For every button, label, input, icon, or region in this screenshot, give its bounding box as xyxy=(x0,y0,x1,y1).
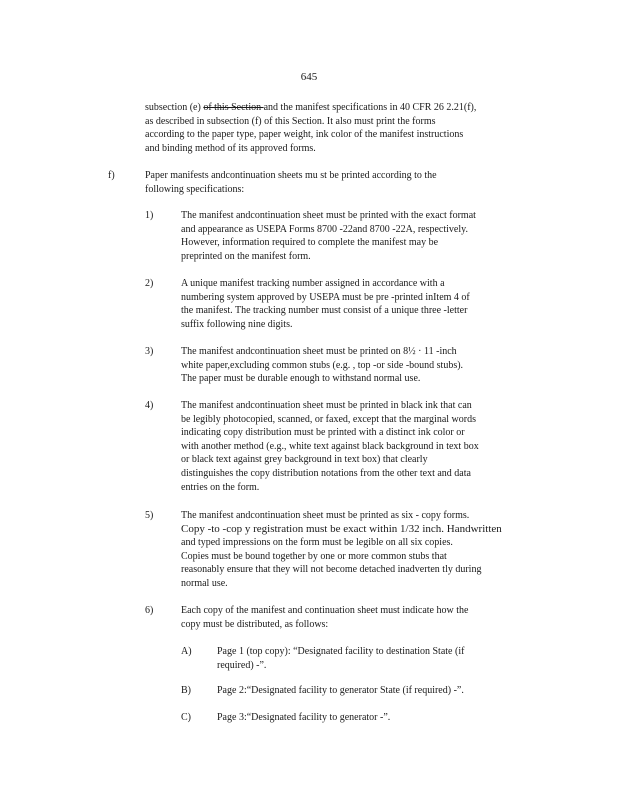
intro-paragraph xyxy=(145,101,476,155)
item-line: preprinted on the manifest form. xyxy=(181,250,311,262)
item-line: and typed impressions on the form must be legible on all six copies. xyxy=(181,537,453,549)
item-paragraph xyxy=(181,277,470,331)
item-line: Each copy of the manifest and continuation sheet must indicate how the xyxy=(181,605,469,616)
item-line: entries on the form. xyxy=(181,481,260,493)
subitem-line: Page 3:“Designated facility to generator -”. xyxy=(217,712,391,723)
page-number: 645 xyxy=(300,71,318,83)
item-line: Copy -to -cop y registration must be exact within 1/32 inch. Handwritten xyxy=(181,522,502,535)
subitem-line: required) -”. xyxy=(217,659,267,671)
item-line: white paper,excluding common stubs (e.g. , top -or side -bound stubs). xyxy=(181,359,464,371)
item-line: The paper must be durable enough to withstand normal use. xyxy=(181,373,421,385)
item-line: indicating copy distribution must be printed with a distinct ink color or xyxy=(181,427,465,439)
item-line: However, information required to complete the manifest may be xyxy=(181,237,439,249)
item-paragraph xyxy=(181,399,479,494)
item-line: The manifest andcontinuation sheet must be printed with the exact format xyxy=(181,210,476,221)
subitem-paragraph xyxy=(217,684,464,698)
intro-text: and the manifest specifications in 40 CFR 26 2.21(f), xyxy=(263,102,477,113)
item-paragraph xyxy=(181,509,502,591)
item-line: the manifest. The tracking number must consist of a unique three -letter xyxy=(181,305,468,317)
item-paragraph xyxy=(181,604,468,631)
struck-text: of this Section xyxy=(203,102,264,113)
item-line: distinguishes the copy distribution notations from the other text and data xyxy=(181,467,471,479)
subitem-label: B) xyxy=(181,685,191,696)
item-label: 6) xyxy=(145,605,154,616)
item-line: Copies must be bound together by one or more common stubs that xyxy=(181,550,447,562)
item-line: The manifest andcontinuation sheet must be printed in black ink that can xyxy=(181,400,472,411)
item-line: or black text against grey background in text box) that clearly xyxy=(181,454,428,466)
intro-text: subsection (e) xyxy=(145,102,204,113)
item-line: and appearance as USEPA Forms 8700 -22and 8700 -22A, respectively. xyxy=(181,223,468,235)
item-paragraph xyxy=(181,345,463,386)
item-label: 4) xyxy=(145,400,154,411)
item-label: 2) xyxy=(145,278,154,289)
subitem-line: Page 2:“Designated facility to generator State (if required) -”. xyxy=(217,685,464,696)
subitem-label: C) xyxy=(181,712,191,723)
intro-line xyxy=(145,101,476,115)
intro-line: and binding method of its approved forms. xyxy=(145,142,316,154)
item-label: 1) xyxy=(145,210,154,221)
section-f-line: following specifications: xyxy=(145,183,245,195)
item-line: normal use. xyxy=(181,577,228,589)
item-line: copy must be distributed, as follows: xyxy=(181,618,329,630)
item-label: 5) xyxy=(145,510,154,521)
item-line: A unique manifest tracking number assigned in accordance with a xyxy=(181,278,445,289)
intro-line: according to the paper type, paper weight, ink color of the manifest instructions xyxy=(145,129,464,141)
subitem-paragraph xyxy=(217,645,464,672)
item-line: with another method (e.g., white text against black background in text box xyxy=(181,440,479,452)
item-paragraph xyxy=(181,209,476,263)
section-f-label: f) xyxy=(108,170,115,181)
item-line: The manifest andcontinuation sheet must be printed on 8½ · 11 -inch xyxy=(181,346,457,357)
item-label: 3) xyxy=(145,346,154,357)
item-line: suffix following nine digits. xyxy=(181,318,293,330)
section-f-paragraph xyxy=(145,169,437,196)
subitem-line: Page 1 (top copy): “Designated facility to destination State (if xyxy=(217,646,465,657)
item-line: reasonably ensure that they will not become detached inadverten tly during xyxy=(181,564,482,576)
item-line: The manifest andcontinuation sheet must be printed as six - copy forms. xyxy=(181,510,470,521)
item-line: be legibly photocopied, scanned, or faxed, except that the marginal words xyxy=(181,413,476,425)
subitem-paragraph xyxy=(217,711,390,725)
section-f-line: Paper manifests andcontinuation sheets mu st be printed according to the xyxy=(145,170,437,181)
intro-line: as described in subsection (f) of this Section. It also must print the forms xyxy=(145,115,436,127)
subitem-label: A) xyxy=(181,646,192,657)
item-line: numbering system approved by USEPA must be pre -printed inItem 4 of xyxy=(181,291,470,303)
